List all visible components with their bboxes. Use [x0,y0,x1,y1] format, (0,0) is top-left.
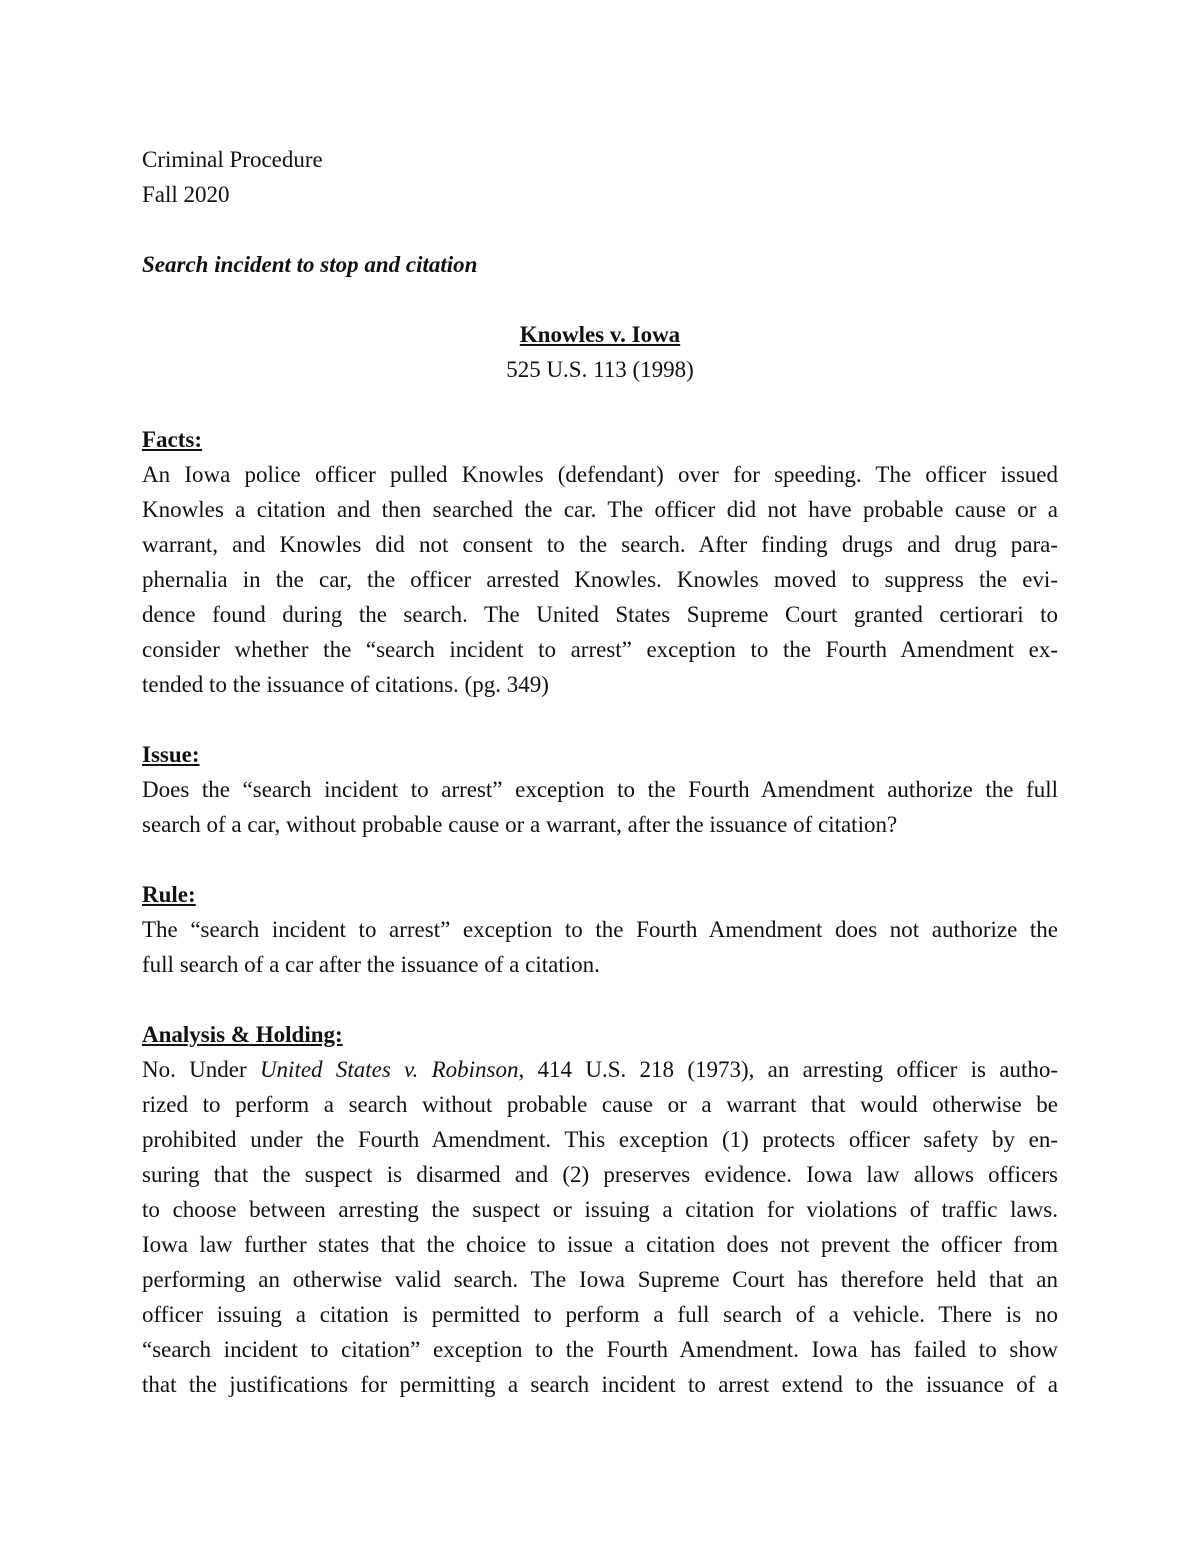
analysis-line: to choose between arresting the suspect or issuing a citation for violations of traffic laws. [142,1197,1058,1222]
analysis-prefix: No. Under [142,1057,260,1082]
case-title-row [142,317,1058,352]
facts-line: dence found during the search. The United States Supreme Court granted certiorari to [142,602,1058,627]
spacer [142,702,1058,737]
issue-line: search of a car, without probable cause or a warrant, after the issuance of citation? [142,812,898,837]
analysis-heading-row [142,1017,1058,1052]
facts-heading: Facts: [142,427,203,452]
analysis-suffix: , 414 U.S. 218 (1973), an arresting officer is autho- [518,1057,1058,1082]
spacer [142,982,1058,1017]
case-citation: 525 U.S. 113 (1998) [506,357,694,382]
rule-line: full search of a car after the issuance of a citation. [142,952,600,977]
term: Fall 2020 [142,182,230,207]
spacer [142,212,1058,247]
facts-line: warrant, and Knowles did not consent to the search. After finding drugs and drug para- [142,532,1058,557]
document-page [142,142,1058,1402]
analysis-line: suring that the suspect is disarmed and (2) preserves evidence. Iowa law allows officers [142,1162,1058,1187]
issue-heading: Issue: [142,742,200,767]
analysis-line: prohibited under the Fourth Amendment. This exception (1) protects officer safety by en- [142,1127,1058,1152]
analysis-heading: Analysis & Holding: [142,1022,343,1047]
spacer [142,842,1058,877]
facts-line: phernalia in the car, the officer arrested Knowles. Knowles moved to suppress the evi- [142,567,1058,592]
analysis-first-line [142,1052,1058,1087]
facts-line: tended to the issuance of citations. (pg. 349) [142,672,549,697]
case-name: Knowles v. Iowa [519,322,681,347]
issue-heading-row [142,737,1058,772]
analysis-line: performing an otherwise valid search. The Iowa Supreme Court has therefore held that an [142,1267,1058,1292]
analysis-line: Iowa law further states that the choice to issue a citation does not prevent the officer from [142,1232,1058,1257]
rule-line: The “search incident to arrest” exception to the Fourth Amendment does not authorize the [142,917,1058,942]
topic-heading: Search incident to stop and citation [142,252,478,277]
course-name: Criminal Procedure [142,147,323,172]
spacer [142,282,1058,317]
analysis-line: “search incident to citation” exception to the Fourth Amendment. Iowa has failed to show [142,1337,1058,1362]
facts-line: An Iowa police officer pulled Knowles (defendant) over for speeding. The officer issued [142,462,1058,487]
analysis-line: officer issuing a citation is permitted to perform a full search of a vehicle. There is no [142,1302,1058,1327]
cited-case: United States v. Robinson [259,1057,519,1082]
facts-line: consider whether the “search incident to arrest” exception to the Fourth Amendment ex- [142,637,1058,662]
issue-line: Does the “search incident to arrest” exception to the Fourth Amendment authorize the full [142,777,1058,802]
rule-heading: Rule: [142,882,196,907]
rule-heading-row [142,877,1058,912]
facts-heading-row [142,422,1058,457]
analysis-line: that the justifications for permitting a search incident to arrest extend to the issuance of a [142,1372,1058,1397]
facts-line: Knowles a citation and then searched the car. The officer did not have probable cause or a [142,497,1058,522]
analysis-line: rized to perform a search without probable cause or a warrant that would otherwise be [142,1092,1058,1117]
spacer [142,387,1058,422]
